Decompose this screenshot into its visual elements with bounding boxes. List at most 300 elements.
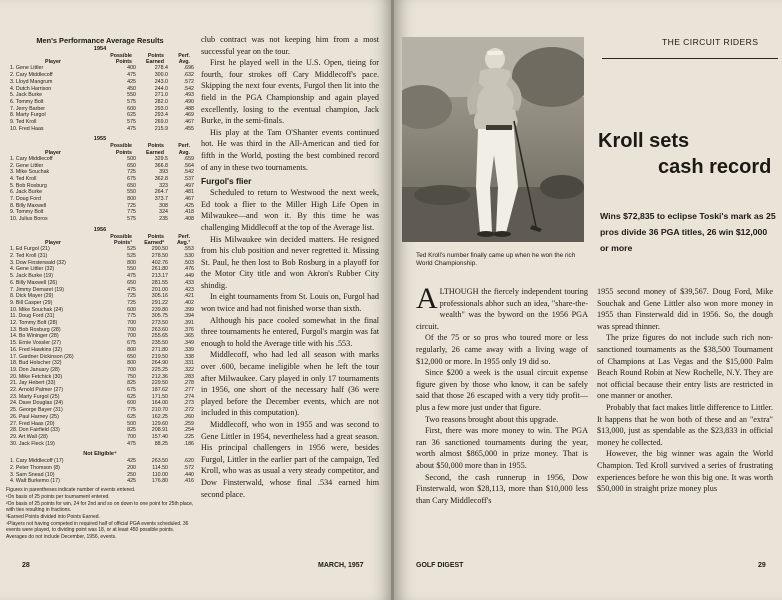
table-row bbox=[6, 112, 194, 119]
performance-average: .476 bbox=[183, 266, 194, 273]
header-player: Player bbox=[45, 59, 61, 66]
player-name: 3. Mike Souchak bbox=[10, 169, 50, 176]
page-number-right: 29 bbox=[758, 562, 766, 569]
performance-average: .564 bbox=[183, 162, 194, 169]
points-earned: 278.50 bbox=[151, 252, 168, 259]
table-row bbox=[6, 360, 194, 367]
performance-average: .186 bbox=[183, 440, 194, 447]
performance-average: .399 bbox=[183, 306, 194, 313]
points-earned: 164.00 bbox=[151, 400, 168, 407]
possible-points: 575 bbox=[127, 119, 136, 126]
issue-date: MARCH, 1957 bbox=[318, 562, 364, 569]
player-name: 6. Tommy Bolt bbox=[10, 98, 44, 105]
player-name: 13. Bob Rosburg (28) bbox=[10, 326, 61, 333]
table-row bbox=[6, 126, 194, 133]
performance-average: .537 bbox=[183, 175, 194, 182]
paragraph: First he played well in the U.S. Open, tieing for fourth, four strokes off Cary Middlecoff's pace. Skipping the next four events, Furgol then lit into the field in the PGA Championship and again played excellently, losing to the eventual champion, Jack Burke, in the semi-finals. bbox=[201, 58, 379, 126]
table-row bbox=[6, 472, 194, 479]
table-row bbox=[6, 293, 194, 300]
possible-points: 775 bbox=[127, 209, 136, 216]
performance-average: .338 bbox=[183, 353, 194, 360]
points-earned: 366.8 bbox=[154, 162, 168, 169]
possible-points: 800 bbox=[127, 259, 136, 266]
player-name: 23. Marty Furgol (25) bbox=[10, 393, 60, 400]
article-column-left bbox=[201, 34, 379, 500]
table-row bbox=[6, 458, 194, 465]
player-name: 10. Fred Haas bbox=[10, 125, 44, 132]
player-name: 3. Dow Finsterwald (32) bbox=[10, 259, 66, 266]
table-footnotes bbox=[6, 487, 194, 540]
possible-points: 425 bbox=[127, 478, 136, 485]
points-earned: 114.50 bbox=[152, 465, 168, 472]
year-1955-label: 1955 bbox=[93, 136, 107, 143]
performance-average: .331 bbox=[183, 360, 194, 367]
possible-points: 475 bbox=[127, 440, 136, 447]
possible-points: 750 bbox=[127, 373, 136, 380]
player-name: 9. Bill Casper (29) bbox=[10, 299, 53, 306]
possible-points: 500 bbox=[127, 155, 136, 162]
table-row bbox=[6, 246, 194, 253]
table-row bbox=[6, 189, 194, 196]
points-earned: 219.50 bbox=[151, 353, 168, 360]
possible-points: 600 bbox=[127, 400, 136, 407]
player-name: 27. Fred Haas (20) bbox=[10, 420, 55, 427]
table-row bbox=[6, 72, 194, 79]
possible-points: 650 bbox=[127, 279, 136, 286]
performance-average: .503 bbox=[183, 259, 194, 266]
player-name: 21. Jay Hebert (33) bbox=[10, 380, 56, 387]
paragraph: Of the 75 or so pros who toured more or less regularly, 26 came away with a living wage of $12,000 or more. In 1955 only 19 did so. bbox=[416, 333, 588, 366]
performance-average: .272 bbox=[183, 407, 194, 414]
points-earned: 263.60 bbox=[151, 326, 168, 333]
footnote: ³Earned Points divided into Points Earned. bbox=[6, 514, 100, 521]
points-earned: 255.65 bbox=[151, 333, 168, 340]
player-name: 7. Jimmy Demaret (19) bbox=[10, 286, 64, 293]
performance-average: .440 bbox=[183, 471, 194, 478]
article-column-right-1 bbox=[416, 282, 588, 506]
performance-average: .455 bbox=[183, 125, 194, 132]
drop-cap: A bbox=[416, 282, 438, 315]
performance-average: .497 bbox=[183, 182, 194, 189]
table-row bbox=[6, 287, 194, 294]
possible-points: 725 bbox=[127, 299, 136, 306]
table-row bbox=[6, 203, 194, 210]
table-row bbox=[6, 260, 194, 267]
table-row bbox=[6, 374, 194, 381]
possible-points: 625 bbox=[127, 393, 136, 400]
points-earned: 402.76 bbox=[151, 259, 168, 266]
performance-average: .490 bbox=[183, 98, 194, 105]
performance-average: .394 bbox=[183, 313, 194, 320]
player-name: 4. Dutch Harrison bbox=[10, 85, 52, 92]
rows-1955 bbox=[6, 156, 194, 223]
table-row bbox=[6, 347, 194, 354]
possible-points: 800 bbox=[127, 346, 136, 353]
paragraph: The prize figures do not include such rich non-sanctioned tournaments as the $38,500 Tournament of Champions at Las Vegas and the $15,000 Palm Beach Round Robin at New Rochelle, N.Y. They are not official because their entry lists are restricted in one manner or another. bbox=[597, 333, 773, 401]
performance-average: .376 bbox=[183, 326, 194, 333]
table-row bbox=[6, 394, 194, 401]
player-name: 4. Ted Kroll bbox=[10, 175, 37, 182]
player-name: 9. Ted Kroll bbox=[10, 119, 37, 126]
table-header bbox=[6, 234, 194, 246]
points-earned: 210.70 bbox=[151, 407, 168, 414]
performance-average: .449 bbox=[183, 273, 194, 280]
performance-average: .273 bbox=[183, 400, 194, 407]
table-row bbox=[6, 209, 194, 216]
points-earned: 88.25 bbox=[154, 440, 168, 447]
performance-average: .339 bbox=[183, 346, 194, 353]
page-number-left: 28 bbox=[22, 562, 30, 569]
possible-points: 575 bbox=[127, 98, 136, 105]
possible-points: 550 bbox=[127, 266, 136, 273]
points-earned: 362.8 bbox=[154, 175, 168, 182]
header-perf: Perf. Avg.³ bbox=[176, 233, 190, 247]
points-earned: 269.0 bbox=[154, 119, 168, 126]
player-name: 15. Ernie Vossler (27) bbox=[10, 340, 61, 347]
player-name: 16. Fred Hawkins (32) bbox=[10, 346, 63, 353]
headline-line-1: Kroll sets bbox=[598, 130, 690, 152]
possible-points: 475 bbox=[127, 72, 136, 79]
table-row bbox=[6, 106, 194, 113]
player-name: 8. Dick Mayer (29) bbox=[10, 293, 54, 300]
possible-points: 250 bbox=[127, 471, 136, 478]
performance-average: .553 bbox=[183, 246, 194, 253]
points-earned: 229.50 bbox=[151, 380, 168, 387]
header-perf: Perf. Avg. bbox=[178, 143, 190, 156]
points-earned: 171.50 bbox=[151, 393, 168, 400]
table-row bbox=[6, 163, 194, 170]
player-name: 2. Cary Middlecoff bbox=[10, 72, 53, 79]
possible-points: 625 bbox=[127, 112, 136, 119]
points-earned: 235 bbox=[159, 216, 168, 223]
table-row bbox=[6, 327, 194, 334]
performance-average: .418 bbox=[183, 209, 194, 216]
performance-average: .659 bbox=[183, 155, 194, 162]
year-1954-label: 1954 bbox=[93, 46, 107, 52]
player-name: 1. Ed Furgol (21) bbox=[10, 246, 50, 253]
points-earned: 261.80 bbox=[151, 266, 168, 273]
possible-points: 825 bbox=[127, 380, 136, 387]
paragraph: First, there was more money to win. The PGA ran 36 sanctioned tournaments during the year, worth almost $865,000 in prize money. That is about $50,000 more than in 1955. bbox=[416, 426, 588, 470]
points-earned: 281.55 bbox=[151, 279, 168, 286]
possible-points: 800 bbox=[127, 196, 136, 203]
header-player: Player bbox=[45, 149, 61, 156]
possible-points: 600 bbox=[127, 306, 136, 313]
player-name: 24. Dave Douglas (24) bbox=[10, 400, 63, 407]
table-row bbox=[6, 183, 194, 190]
table-row bbox=[6, 434, 194, 441]
player-name: 3. Lloyd Mangrum bbox=[10, 78, 53, 85]
performance-average: .283 bbox=[183, 373, 194, 380]
performance-average: .278 bbox=[183, 380, 194, 387]
player-name: 10. Mike Souchak (24) bbox=[10, 306, 63, 313]
player-name: 14. Bo Wininger (28) bbox=[10, 333, 59, 340]
performance-average: .425 bbox=[183, 202, 194, 209]
performance-average: .322 bbox=[183, 366, 194, 373]
table-row bbox=[6, 92, 194, 99]
possible-points: 675 bbox=[127, 340, 136, 347]
paragraph: 1955 second money of $39,567. Doug Ford, Mike Souchak and Gene Littler also won more money in 1955 than Finsterwald did in 1956. So, the dough was spread thinner. bbox=[597, 287, 773, 331]
points-earned: 201.00 bbox=[151, 286, 168, 293]
possible-points: 575 bbox=[127, 216, 136, 223]
possible-points: 650 bbox=[127, 353, 136, 360]
possible-points: 700 bbox=[127, 433, 136, 440]
table-row bbox=[6, 414, 194, 421]
performance-average: .467 bbox=[183, 119, 194, 126]
points-earned: 239.80 bbox=[151, 306, 168, 313]
header-possible: Possible Points bbox=[110, 53, 132, 66]
table-row bbox=[6, 387, 194, 394]
possible-points: 550 bbox=[127, 189, 136, 196]
paragraph: Middlecoff, who had led all season with marks over .600, became ineligible when he left the tour after Milwaukee. Cary played in only 17 tournaments in 1956, one short of the necessary half (36 were played before the December events, which are not included in this computation). bbox=[201, 350, 379, 418]
player-name: 18. Bud Holscher (32) bbox=[10, 360, 62, 367]
points-earned: 208.91 bbox=[151, 427, 168, 434]
table-row bbox=[6, 253, 194, 260]
points-earned: 176.80 bbox=[151, 478, 168, 485]
possible-points: 725 bbox=[127, 202, 136, 209]
performance-average: .225 bbox=[183, 433, 194, 440]
performance-average: .254 bbox=[183, 427, 194, 434]
possible-points: 700 bbox=[127, 333, 136, 340]
table-row bbox=[6, 216, 194, 223]
player-name: 8. Billy Maxwell bbox=[10, 202, 47, 209]
table-row bbox=[6, 156, 194, 163]
points-earned: 293.0 bbox=[154, 105, 168, 112]
points-earned: 300.0 bbox=[154, 72, 168, 79]
table-row bbox=[6, 380, 194, 387]
points-earned: 264.7 bbox=[154, 189, 168, 196]
lead-paragraph: ALTHOUGH the fiercely independent touring professionals abhor such an idea, "share-the-wealth" was the byword on the 1956 PGA circuit. bbox=[416, 282, 588, 331]
player-name: 2. Peter Thomson (8) bbox=[10, 465, 60, 472]
header-earned: Points Earned bbox=[146, 143, 164, 156]
points-earned: 305.16 bbox=[151, 293, 168, 300]
player-name: 28. Don Fairfield (33) bbox=[10, 427, 60, 434]
rows-1956 bbox=[6, 246, 194, 447]
performance-average: .259 bbox=[183, 420, 194, 427]
paragraph: Middlecoff, who won in 1955 and was second to Gene Littler in 1954, nevertheless had a great season. His principal challengers in 1956 were, besides Furgol, Littler in the earlier part of the campaign, Ted Kroll, who was as usual a very steady competitor, and Dow Finsterwald, whose final .534 earned him second place. bbox=[201, 420, 379, 499]
points-earned: 329.5 bbox=[154, 155, 168, 162]
performance-average: .260 bbox=[183, 413, 194, 420]
player-name: 30. Jack Fleck (19) bbox=[10, 440, 55, 447]
table-row bbox=[6, 307, 194, 314]
points-earned: 213.17 bbox=[151, 273, 168, 280]
stats-title: Men's Performance Average Results bbox=[36, 36, 164, 45]
ted-kroll-photo bbox=[402, 37, 584, 242]
table-row bbox=[6, 300, 194, 307]
points-earned: 282.0 bbox=[154, 98, 168, 105]
subhead: Furgol's flier bbox=[201, 176, 252, 187]
table-header bbox=[6, 143, 194, 155]
points-earned: 290.50 bbox=[151, 246, 168, 253]
player-name: 17. Gardner Dickinson (26) bbox=[10, 353, 74, 360]
possible-points: 725 bbox=[127, 293, 136, 300]
player-name: 7. Jerry Barber bbox=[10, 105, 46, 112]
player-name: 6. Jack Burke bbox=[10, 189, 43, 196]
player-name: 1. Gene Littler bbox=[10, 65, 44, 72]
table-row bbox=[6, 79, 194, 86]
performance-average: .481 bbox=[183, 189, 194, 196]
table-row bbox=[6, 340, 194, 347]
performance-average: .530 bbox=[183, 252, 194, 259]
points-earned: 308 bbox=[159, 202, 168, 209]
possible-points: 600 bbox=[127, 105, 136, 112]
table-header bbox=[6, 53, 194, 65]
points-earned: 162.25 bbox=[151, 413, 168, 420]
performance-average: .408 bbox=[183, 216, 194, 223]
not-eligible-label: Not Eligible⁴ bbox=[83, 451, 117, 458]
performance-average: .696 bbox=[183, 65, 194, 72]
player-name: 3. Sam Snead (10) bbox=[10, 471, 55, 478]
table-row bbox=[6, 196, 194, 203]
possible-points: 700 bbox=[127, 320, 136, 327]
performance-average: .277 bbox=[183, 387, 194, 394]
footnote: ²On basis of 25 points for win, 24 for 2nd and so on down to one point for 25th place, with ties resulting in fractions. bbox=[6, 501, 194, 514]
player-name: 19. Don January (28) bbox=[10, 366, 60, 373]
player-name: 1. Cary Middlecoff bbox=[10, 155, 53, 162]
paragraph: In eight tournaments from St. Louis on, Furgol had won twice and had not finished worse than sixth. bbox=[201, 292, 379, 314]
table-row bbox=[6, 465, 194, 472]
table-row bbox=[6, 273, 194, 280]
paragraph: However, the big winner was again the World Champion. Ted Kroll survived a series of frustrating experiences before he won this big one. It was worth $50,000 in straight prize money plus bbox=[597, 449, 773, 494]
paragraph: Probably that fact makes little difference to Littler. It happens that he won both of these and an "extra" $13,000, just as spendable as the $23,833 in official money he collected. bbox=[597, 402, 773, 447]
possible-points: 650 bbox=[127, 162, 136, 169]
possible-points: 425 bbox=[127, 78, 136, 85]
possible-points: 550 bbox=[127, 92, 136, 99]
player-name: 5. Jack Burke (19) bbox=[10, 273, 53, 280]
table-row bbox=[6, 280, 194, 287]
points-earned: 225.25 bbox=[151, 366, 168, 373]
player-name: 11. Doug Ford (31) bbox=[10, 313, 55, 320]
paragraph: Two reasons brought about this upgrade. bbox=[425, 414, 559, 424]
table-row bbox=[6, 427, 194, 434]
paragraph: Second, the cash runnerup in 1956, Dow Finsterwald, won $28,113, more than $10,000 less than Cary Middlecoff's bbox=[416, 472, 588, 505]
performance-average: .488 bbox=[183, 105, 194, 112]
player-name: 4. Gene Littler (32) bbox=[10, 266, 55, 273]
table-row bbox=[6, 176, 194, 183]
points-earned: 235.50 bbox=[151, 340, 168, 347]
possible-points: 675 bbox=[127, 175, 136, 182]
points-earned: 129.60 bbox=[151, 420, 168, 427]
golfer-figure-image bbox=[402, 37, 584, 242]
points-earned: 263.50 bbox=[151, 458, 168, 465]
header-earned: Points Earned bbox=[146, 53, 164, 66]
possible-points: 500 bbox=[127, 420, 136, 427]
table-row bbox=[6, 313, 194, 320]
section-rule bbox=[602, 58, 778, 59]
performance-average: .433 bbox=[183, 279, 194, 286]
player-name: 9. Tommy Bolt bbox=[10, 209, 44, 216]
player-name: 2. Gene Littler bbox=[10, 162, 44, 169]
performance-average: .542 bbox=[183, 85, 194, 92]
paragraph: Since $200 a week is the usual circuit expense figure given by those who know, it can be safely said that those 26 escaped with a very tidy profit—plus a few more just under that figure. bbox=[416, 368, 588, 412]
player-name: 5. Jack Burke bbox=[10, 92, 43, 99]
table-row bbox=[6, 354, 194, 361]
performance-average: .421 bbox=[183, 293, 194, 300]
year-1956-label: 1956 bbox=[93, 226, 107, 233]
table-row bbox=[6, 478, 194, 485]
performance-average: .349 bbox=[183, 340, 194, 347]
possible-points: 700 bbox=[127, 326, 136, 333]
points-earned: 212.36 bbox=[151, 373, 168, 380]
possible-points: 450 bbox=[127, 85, 136, 92]
player-name: 4. Walt Burkemo (17) bbox=[10, 478, 60, 485]
player-name: 29. Art Wall (28) bbox=[10, 433, 48, 440]
table-row bbox=[6, 441, 194, 448]
points-earned: 323 bbox=[159, 182, 168, 189]
points-earned: 110.00 bbox=[152, 471, 168, 478]
footnote: ⁴Players not having competed in required half of official PGA events scheduled. 36 events were played, to dividing point was 18, or at least 450 possible points. bbox=[6, 521, 189, 534]
performance-average: .469 bbox=[183, 112, 194, 119]
player-name: 1. Cary Middlecoff (17) bbox=[10, 458, 64, 465]
player-name: 22. Arnold Palmer (27) bbox=[10, 387, 63, 394]
table-row bbox=[6, 407, 194, 414]
paragraph: Scheduled to return to Westwood the next week, Ed took a flier to the Miller High Life Open in Milwaukee—and won it. By this time he was challenging Middlecoff at the top of the Average list. bbox=[201, 188, 379, 232]
points-earned: 293.4 bbox=[154, 112, 168, 119]
photo-caption: Ted Kroll's number finally came up when he won the rich World Championship. bbox=[416, 252, 576, 267]
possible-points: 425 bbox=[127, 458, 136, 465]
points-earned: 243.0 bbox=[154, 78, 168, 85]
points-earned: 273.50 bbox=[151, 320, 168, 327]
headline-line-2: cash record bbox=[658, 156, 772, 178]
table-row bbox=[6, 400, 194, 407]
player-name: 5. Bob Rosburg bbox=[10, 182, 47, 189]
table-row bbox=[6, 333, 194, 340]
table-row bbox=[6, 421, 194, 428]
footnote: ¹On basis of 25 points per tournament entered. bbox=[6, 494, 110, 501]
table-row bbox=[6, 86, 194, 93]
possible-points: 675 bbox=[127, 387, 136, 394]
table-row bbox=[6, 99, 194, 106]
table-row bbox=[6, 367, 194, 374]
rows-1954 bbox=[6, 65, 194, 132]
header-possible: Possible Points bbox=[110, 143, 132, 156]
possible-points: 475 bbox=[127, 125, 136, 132]
performance-average: .467 bbox=[183, 196, 194, 203]
player-name: 2. Ted Kroll (31) bbox=[10, 252, 48, 259]
points-earned: 157.40 bbox=[151, 433, 168, 440]
paragraph: club contract was not keeping him from a most successful year on the tour. bbox=[201, 35, 379, 56]
possible-points: 650 bbox=[127, 182, 136, 189]
performance-average: .416 bbox=[183, 478, 194, 485]
possible-points: 825 bbox=[127, 427, 136, 434]
performance-average-table bbox=[6, 36, 194, 541]
possible-points: 475 bbox=[127, 273, 136, 280]
possible-points: 775 bbox=[127, 313, 136, 320]
table-row bbox=[6, 65, 194, 72]
magazine-name: GOLF DIGEST bbox=[416, 562, 464, 569]
possible-points: 625 bbox=[127, 413, 136, 420]
possible-points: 525 bbox=[127, 252, 136, 259]
possible-points: 200 bbox=[127, 465, 136, 472]
performance-average: .572 bbox=[183, 78, 194, 85]
table-row bbox=[6, 320, 194, 327]
points-earned: 215.9 bbox=[154, 125, 168, 132]
article-deck: Wins $72,835 to eclipse Toski's mark as 25 pros divide 36 PGA titles, 26 win $12,000 or more bbox=[600, 211, 776, 253]
player-name: 25. George Bayer (31) bbox=[10, 407, 63, 414]
header-perf: Perf. Avg. bbox=[178, 53, 190, 66]
table-row bbox=[6, 119, 194, 126]
possible-points: 800 bbox=[127, 360, 136, 367]
points-earned: 271.0 bbox=[154, 92, 168, 99]
points-earned: 373.7 bbox=[154, 196, 168, 203]
section-title: THE CIRCUIT RIDERS bbox=[662, 37, 759, 47]
player-name: 7. Doug Ford bbox=[10, 196, 41, 203]
points-earned: 291.22 bbox=[151, 299, 168, 306]
paragraph: His play at the Tam O'Shanter events continued hot. He was third in the All-American and tied for fifth in the World, posting the best combined record of any in these two tournaments. bbox=[201, 127, 379, 172]
player-name: 8. Marty Furgol bbox=[10, 112, 46, 119]
possible-points: 525 bbox=[127, 246, 136, 253]
paragraph: Although his pace cooled somewhat in the final three tournaments he entered, Furgol's margin was fat enough to hold the Average title with his .553. bbox=[201, 315, 379, 348]
